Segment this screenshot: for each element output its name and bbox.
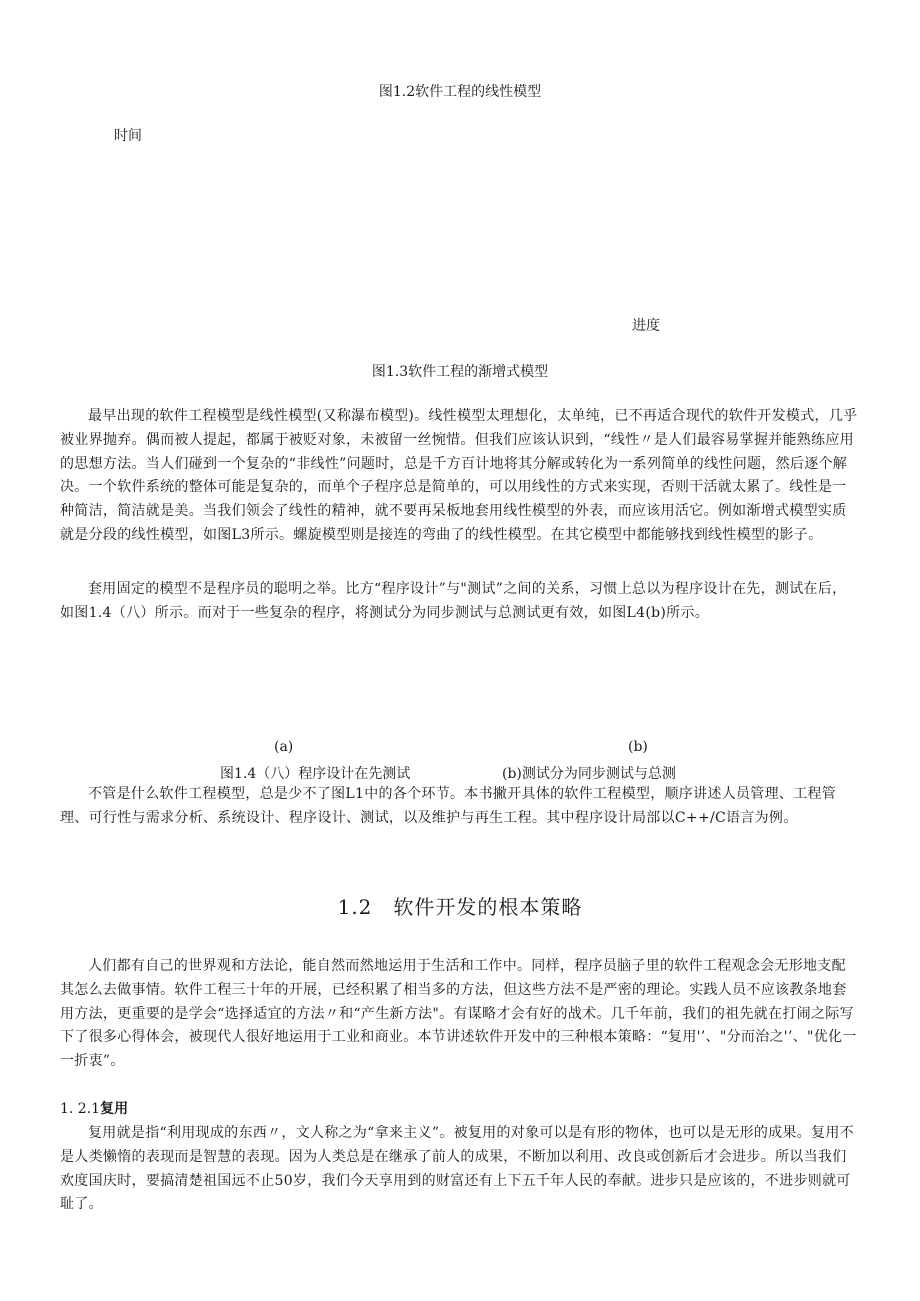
paragraph-linear-model: 最早出现的软件工程模型是线性模型(又称瀑布模型)。线性模型太理想化，太单纯，已不再适合现代的软件开发模式，几乎被业界抛弃。偶而被人提起，都属于被贬对象，未被留一丝惋惜。但我们应该认识到，“线性〃是人们最容易掌握并能熟练应用的思想方法。当人们碰到一个复杂的“非线性”问题时，总是千方百计地将其分解或转化为一系列简单的线性问题，然后逐个解决。一个软件系统的整体可能是复杂的，而单个子程序总是简单的，可以用线性的方式来实现，否则干活就太累了。线性是一种简洁，简洁就是美。当我们领会了线性的精神，就不要再呆板地套用线性模型的外表，而应该用活它。例如渐增式模型实质就是分段的线性模型，如图L3所示。螺旋模型则是接连的弯曲了的线性模型。在其它模型中都能够找到线性模型的影子。 bbox=[60, 408, 858, 543]
subfigure-label-b: (b) bbox=[628, 739, 648, 755]
paragraph-reuse: 复用就是指“利用现成的东西〃，文人称之为“拿来主义”。被复用的对象可以是有形的物体，也可以是无形的成果。复用不是人类懒惰的表现而是智慧的表现。因为人类总是在继承了前人的成果，不断加以利用、改良或创新后才会进步。所以当我们欢度国庆时，要搞清楚祖国远不止50岁，我们今天享用到的财富还有上下五千年人民的奉献。进步只是应该的，不进步则就可耻了。 bbox=[60, 1125, 854, 1213]
subsection-number: 1. 2.1 bbox=[60, 1101, 101, 1117]
paragraph-model-overview: 不管是什么软件工程模型，总是少不了图L1中的各个环节。本书撇开具体的软件工程模型，顺序讲述人员管理、工程管理、可行性与需求分析、系统设计、程序设计、测试，以及维护与再生工程。其中程序设计局部以C++/C语言为例。 bbox=[60, 786, 837, 826]
axis-label-progress: 进度 bbox=[632, 318, 660, 334]
figure-1-4-caption-a: 图1.4（八）程序设计在先测试 bbox=[220, 766, 411, 782]
subsection-heading bbox=[60, 1098, 128, 1120]
paragraph-fixed-model: 套用固定的模型不是程序员的聪明之举。比方“程序设计”与"测试”之间的关系，习惯上总以为程序设计在先，测试在后，如图1.4（八）所示。而对于一些复杂的程序，将测试分为同步测试与总测试更有效，如图L4(b)所示。 bbox=[60, 581, 847, 621]
paragraph-strategies: 人们都有自己的世界观和方法论，能自然而然地运用于生活和工作中。同样，程序员脑子里的软件工程观念会无形地支配其怎么去做事情。软件工程三十年的开展，已经积累了相当多的方法，但这些方法不是严密的理论。实践人员不应该教条地套用方法，更重要的是学会“选择适宜的方法〃和“产生新方法"。有谋略才会有好的战术。几千年前，我们的祖先就在打闹之际写下了很多心得体会，被现代人很好地运用于工业和商业。本节讲述软件开发中的三种根本策略：“复用'’、"分而治之'’、"优化一一折衷”。 bbox=[60, 958, 857, 1070]
subsection-title: 复用 bbox=[100, 1101, 129, 1117]
figure-1-4-caption-b: (b)测试分为同步测试与总测 bbox=[502, 766, 676, 782]
subfigure-label-a: (a) bbox=[274, 739, 294, 755]
section-heading: 1.2 软件开发的根本策略 bbox=[337, 895, 583, 919]
figure-1-3-caption: 图1.3软件工程的渐增式模型 bbox=[371, 364, 549, 380]
figure-1-2-caption: 图1.2软件工程的线性模型 bbox=[378, 84, 542, 100]
axis-label-time: 时间 bbox=[114, 128, 142, 144]
